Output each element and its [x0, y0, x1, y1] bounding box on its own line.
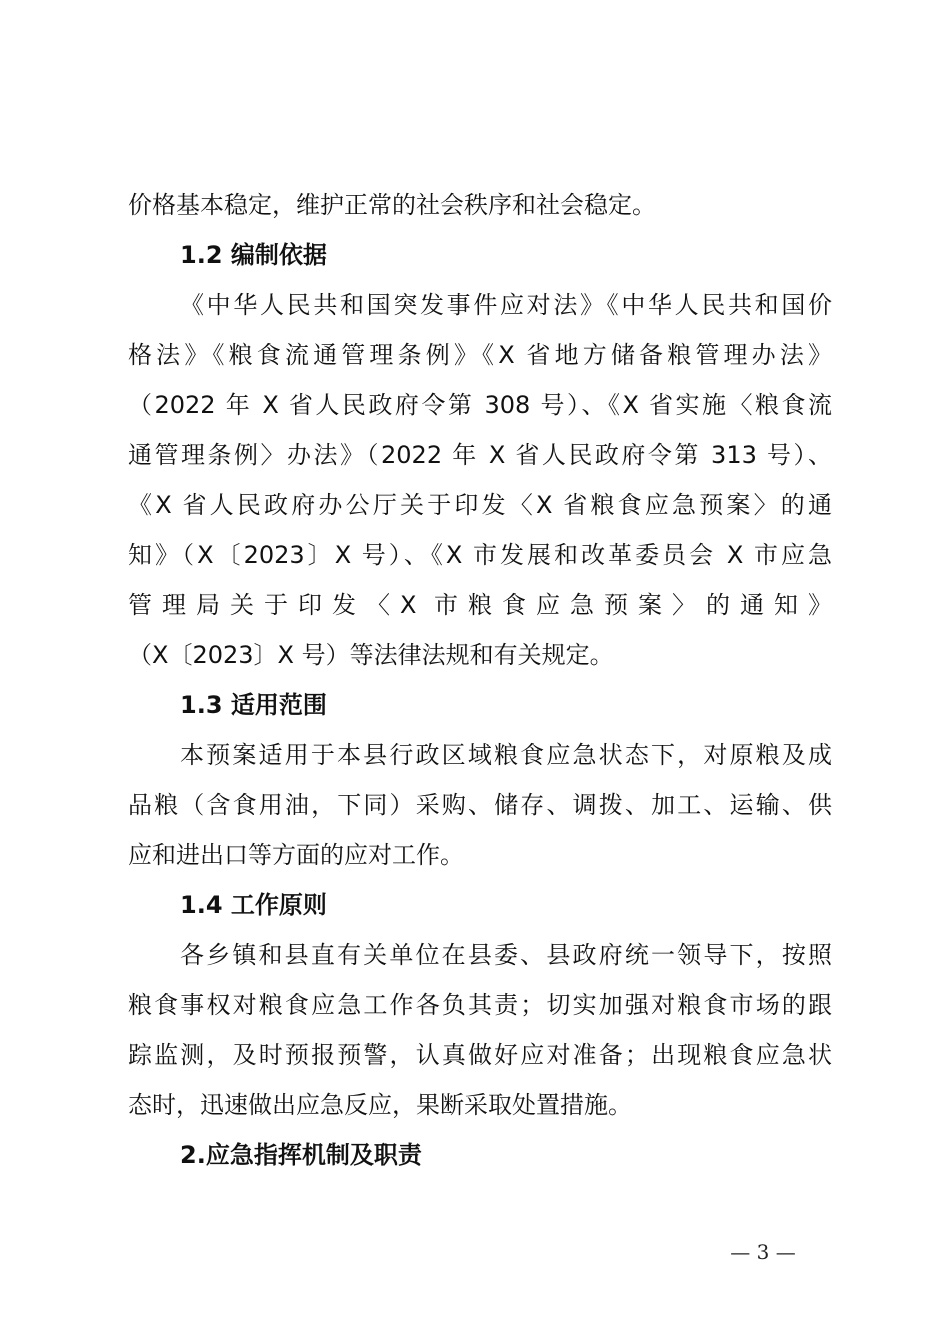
paragraph-line: 管理局关于印发〈X 市粮食应急预案〉的通知》 [128, 591, 832, 619]
paragraph-line: 格法》《粮食流通管理条例》《X 省地方储备粮管理办法》 [128, 341, 832, 369]
paragraph-line: 《中华人民共和国突发事件应对法》《中华人民共和国价 [180, 291, 832, 319]
paragraph-line: 知》（X〔2023〕X 号）、《X 市发展和改革委员会 X 市应急 [128, 541, 832, 569]
paragraph-line: 品粮（含食用油，下同）采购、储存、调拨、加工、运输、供 [128, 791, 832, 819]
paragraph-line: 踪监测，及时预报预警，认真做好应对准备；出现粮食应急状 [128, 1041, 832, 1069]
paragraph-line: 价格基本稳定，维护正常的社会秩序和社会稳定。 [128, 191, 656, 219]
section-heading-2: 2.应急指挥机制及职责 [180, 1141, 422, 1169]
paragraph-line: （2022 年 X 省人民政府令第 308 号）、《X 省实施〈粮食流 [128, 391, 832, 419]
paragraph-line: 应和进出口等方面的应对工作。 [128, 841, 464, 869]
paragraph-line: 各乡镇和县直有关单位在县委、县政府统一领导下，按照 [180, 941, 832, 969]
paragraph-line: 本预案适用于本县行政区域粮食应急状态下，对原粮及成 [180, 741, 832, 769]
paragraph-line: 态时，迅速做出应急反应，果断采取处置措施。 [128, 1091, 632, 1119]
section-heading-1-2: 1.2 编制依据 [180, 241, 327, 269]
section-heading-1-3: 1.3 适用范围 [180, 691, 327, 719]
paragraph-line: 通管理条例〉办法》（2022 年 X 省人民政府令第 313 号）、 [128, 441, 832, 469]
paragraph-line: （X〔2023〕X 号）等法律法规和有关规定。 [128, 641, 614, 669]
page-number: — 3 — [730, 1240, 796, 1264]
section-heading-1-4: 1.4 工作原则 [180, 891, 327, 919]
paragraph-line: 粮食事权对粮食应急工作各负其责；切实加强对粮食市场的跟 [128, 991, 832, 1019]
paragraph-line: 《X 省人民政府办公厅关于印发〈X 省粮食应急预案〉的通 [128, 491, 832, 519]
